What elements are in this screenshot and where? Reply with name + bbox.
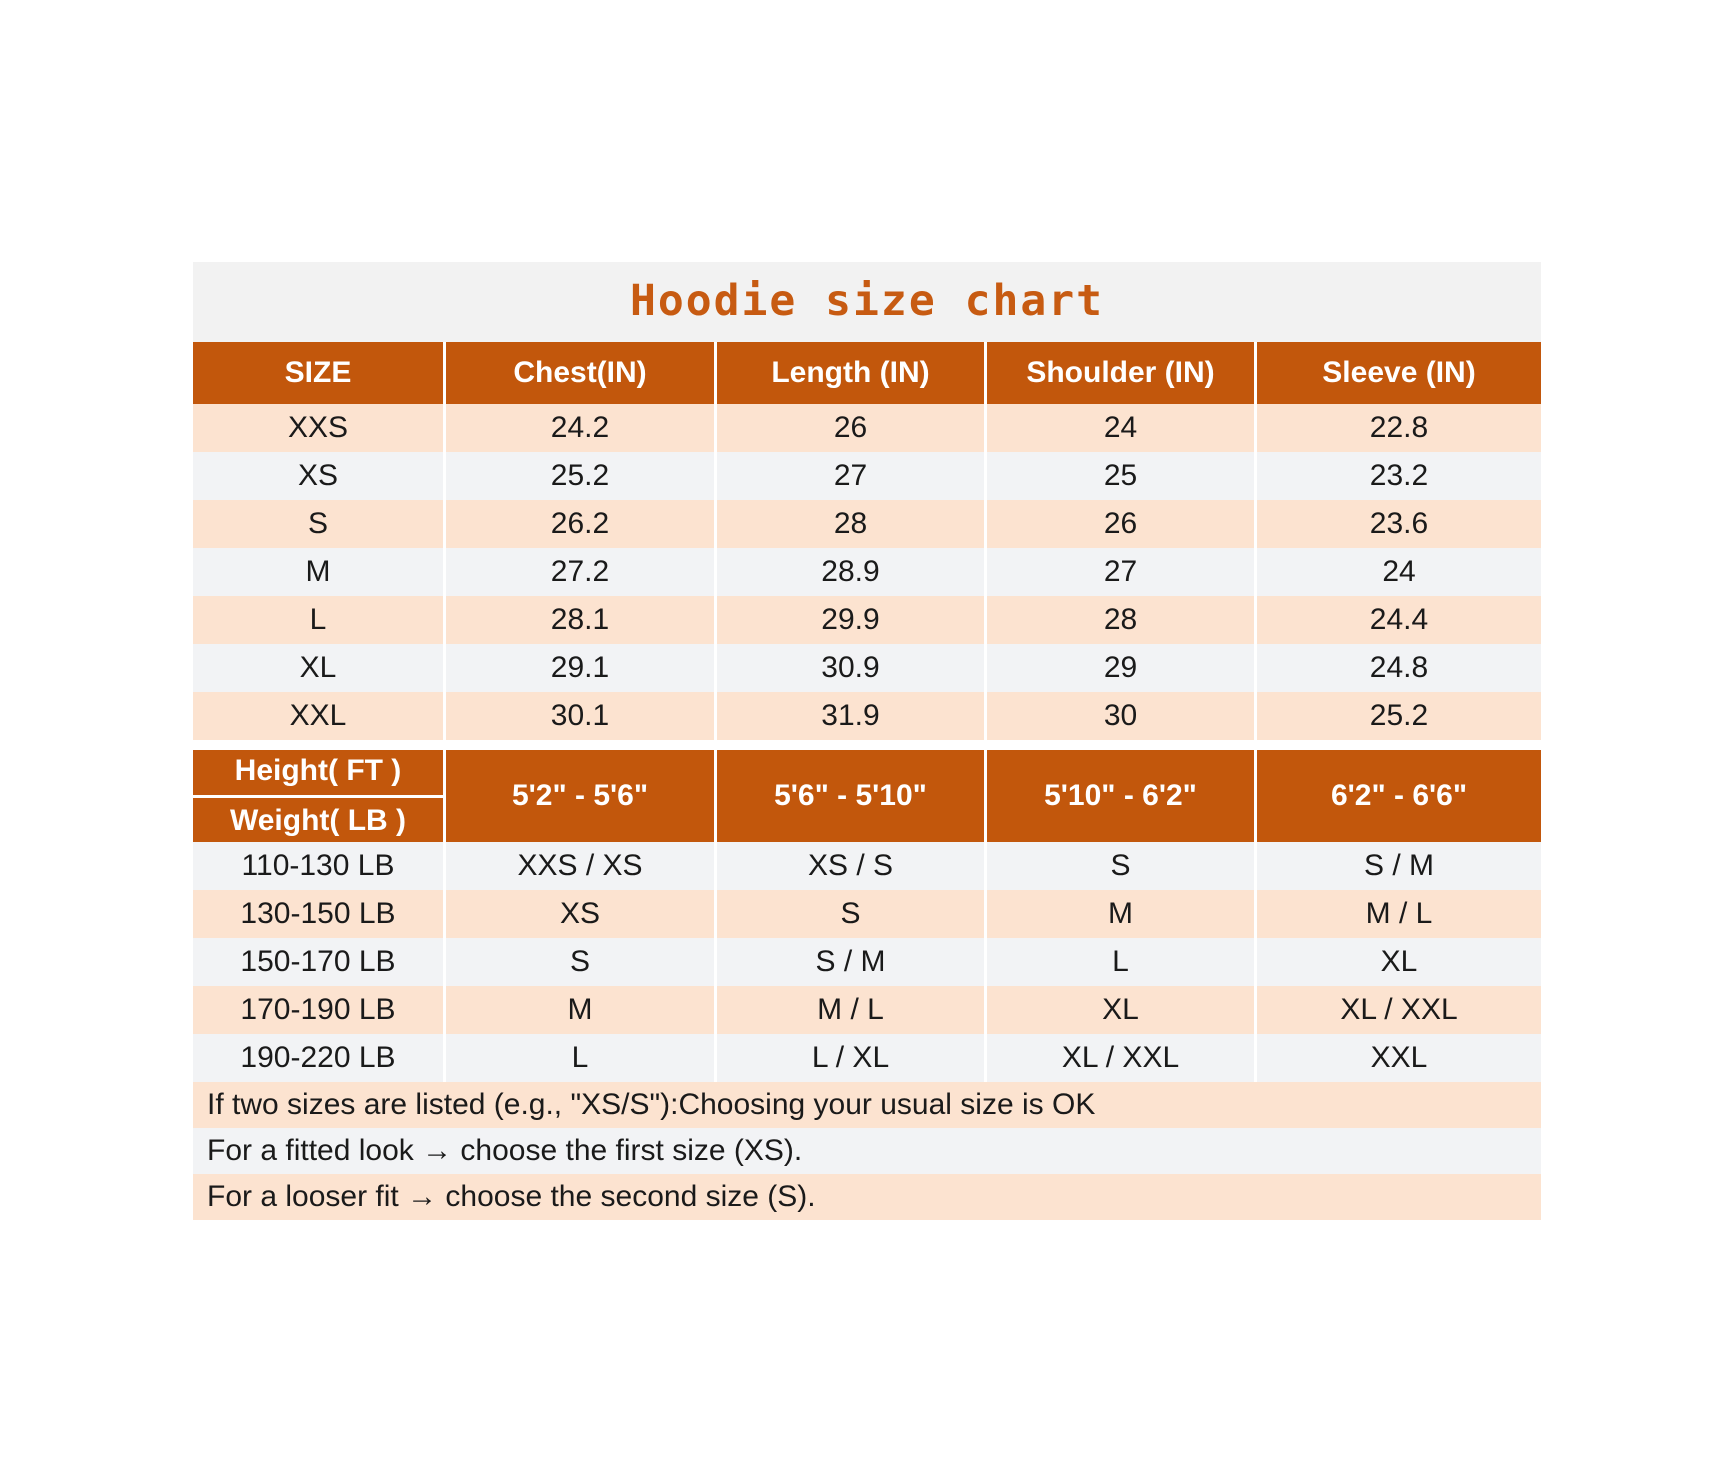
cell-size: L <box>193 596 445 644</box>
cell-shoulder: 30 <box>986 692 1256 740</box>
cell-weight-range: 110-130 LB <box>193 842 445 890</box>
table-row <box>193 692 1541 740</box>
column-header-length: Length (IN) <box>716 342 986 404</box>
cell-fit-3: L <box>986 938 1256 986</box>
cell-size: XXS <box>193 404 445 452</box>
note-text-2: For a fitted look → choose the first size (XS). <box>193 1128 1541 1174</box>
height-range-3: 5'10" - 6'2" <box>986 750 1256 842</box>
note-text-3: For a looser fit → choose the second size (S). <box>193 1174 1541 1220</box>
cell-size: XXL <box>193 692 445 740</box>
cell-fit-1: S <box>445 938 716 986</box>
cell-chest: 29.1 <box>445 644 716 692</box>
cell-fit-2: S <box>716 890 986 938</box>
cell-weight-range: 170-190 LB <box>193 986 445 1034</box>
cell-fit-3: S <box>986 842 1256 890</box>
cell-fit-4: S / M <box>1256 842 1542 890</box>
cell-shoulder: 29 <box>986 644 1256 692</box>
cell-length: 27 <box>716 452 986 500</box>
height-range-4: 6'2" - 6'6" <box>1256 750 1542 842</box>
table-row <box>193 938 1541 986</box>
table-row <box>193 1034 1541 1082</box>
cell-weight-range: 150-170 LB <box>193 938 445 986</box>
height-range-2: 5'6" - 5'10" <box>716 750 986 842</box>
table-row <box>193 548 1541 596</box>
note-text-1: If two sizes are listed (e.g., "XS/S"):Choosing your usual size is OK <box>193 1082 1541 1128</box>
notes-table <box>193 1082 1541 1220</box>
height-range-1: 5'2" - 5'6" <box>445 750 716 842</box>
table-row <box>193 890 1541 938</box>
cell-fit-2: M / L <box>716 986 986 1034</box>
column-header-sleeve: Sleeve (IN) <box>1256 342 1542 404</box>
cell-sleeve: 24.4 <box>1256 596 1542 644</box>
page-title: Hoodie size chart <box>629 276 1105 326</box>
column-header-shoulder: Shoulder (IN) <box>986 342 1256 404</box>
corner-divider <box>193 795 443 798</box>
cell-fit-2: S / M <box>716 938 986 986</box>
cell-fit-2: XS / S <box>716 842 986 890</box>
table-row <box>193 500 1541 548</box>
cell-size: XL <box>193 644 445 692</box>
column-header-size: SIZE <box>193 342 445 404</box>
cell-length: 28.9 <box>716 548 986 596</box>
cell-chest: 24.2 <box>445 404 716 452</box>
note-row <box>193 1082 1541 1128</box>
cell-weight-range: 130-150 LB <box>193 890 445 938</box>
column-header-chest: Chest(IN) <box>445 342 716 404</box>
cell-sleeve: 24 <box>1256 548 1542 596</box>
cell-sleeve: 23.6 <box>1256 500 1542 548</box>
size-chart-container <box>193 262 1541 1220</box>
fit-matrix-table <box>193 750 1541 1082</box>
cell-fit-1: M <box>445 986 716 1034</box>
cell-fit-1: L <box>445 1034 716 1082</box>
cell-length: 28 <box>716 500 986 548</box>
height-label: Height( FT ) <box>234 754 402 787</box>
cell-shoulder: 28 <box>986 596 1256 644</box>
cell-fit-4: XXL <box>1256 1034 1542 1082</box>
cell-size: S <box>193 500 445 548</box>
cell-length: 29.9 <box>716 596 986 644</box>
measurements-header-row <box>193 342 1541 404</box>
table-row <box>193 842 1541 890</box>
cell-fit-1: XXS / XS <box>445 842 716 890</box>
cell-chest: 27.2 <box>445 548 716 596</box>
cell-shoulder: 25 <box>986 452 1256 500</box>
table-spacer <box>193 740 1541 750</box>
measurements-table <box>193 342 1541 750</box>
cell-fit-1: XS <box>445 890 716 938</box>
cell-shoulder: 24 <box>986 404 1256 452</box>
cell-sleeve: 25.2 <box>1256 692 1542 740</box>
cell-fit-4: M / L <box>1256 890 1542 938</box>
height-weight-corner-label <box>193 750 445 842</box>
chart-title-bar <box>193 262 1541 342</box>
cell-sleeve: 22.8 <box>1256 404 1542 452</box>
cell-shoulder: 27 <box>986 548 1256 596</box>
cell-chest: 28.1 <box>445 596 716 644</box>
table-row <box>193 452 1541 500</box>
cell-fit-3: XL <box>986 986 1256 1034</box>
weight-label: Weight( LB ) <box>229 803 407 837</box>
cell-length: 31.9 <box>716 692 986 740</box>
fit-matrix-header-row <box>193 750 1541 842</box>
cell-fit-4: XL <box>1256 938 1542 986</box>
cell-length: 26 <box>716 404 986 452</box>
cell-fit-3: XL / XXL <box>986 1034 1256 1082</box>
cell-fit-2: L / XL <box>716 1034 986 1082</box>
cell-sleeve: 23.2 <box>1256 452 1542 500</box>
table-row <box>193 596 1541 644</box>
cell-shoulder: 26 <box>986 500 1256 548</box>
cell-fit-4: XL / XXL <box>1256 986 1542 1034</box>
cell-weight-range: 190-220 LB <box>193 1034 445 1082</box>
table-row <box>193 644 1541 692</box>
cell-sleeve: 24.8 <box>1256 644 1542 692</box>
table-row <box>193 986 1541 1034</box>
cell-chest: 30.1 <box>445 692 716 740</box>
table-row <box>193 404 1541 452</box>
cell-size: M <box>193 548 445 596</box>
cell-size: XS <box>193 452 445 500</box>
note-row <box>193 1128 1541 1174</box>
cell-chest: 26.2 <box>445 500 716 548</box>
cell-length: 30.9 <box>716 644 986 692</box>
note-row <box>193 1174 1541 1220</box>
cell-chest: 25.2 <box>445 452 716 500</box>
cell-fit-3: M <box>986 890 1256 938</box>
